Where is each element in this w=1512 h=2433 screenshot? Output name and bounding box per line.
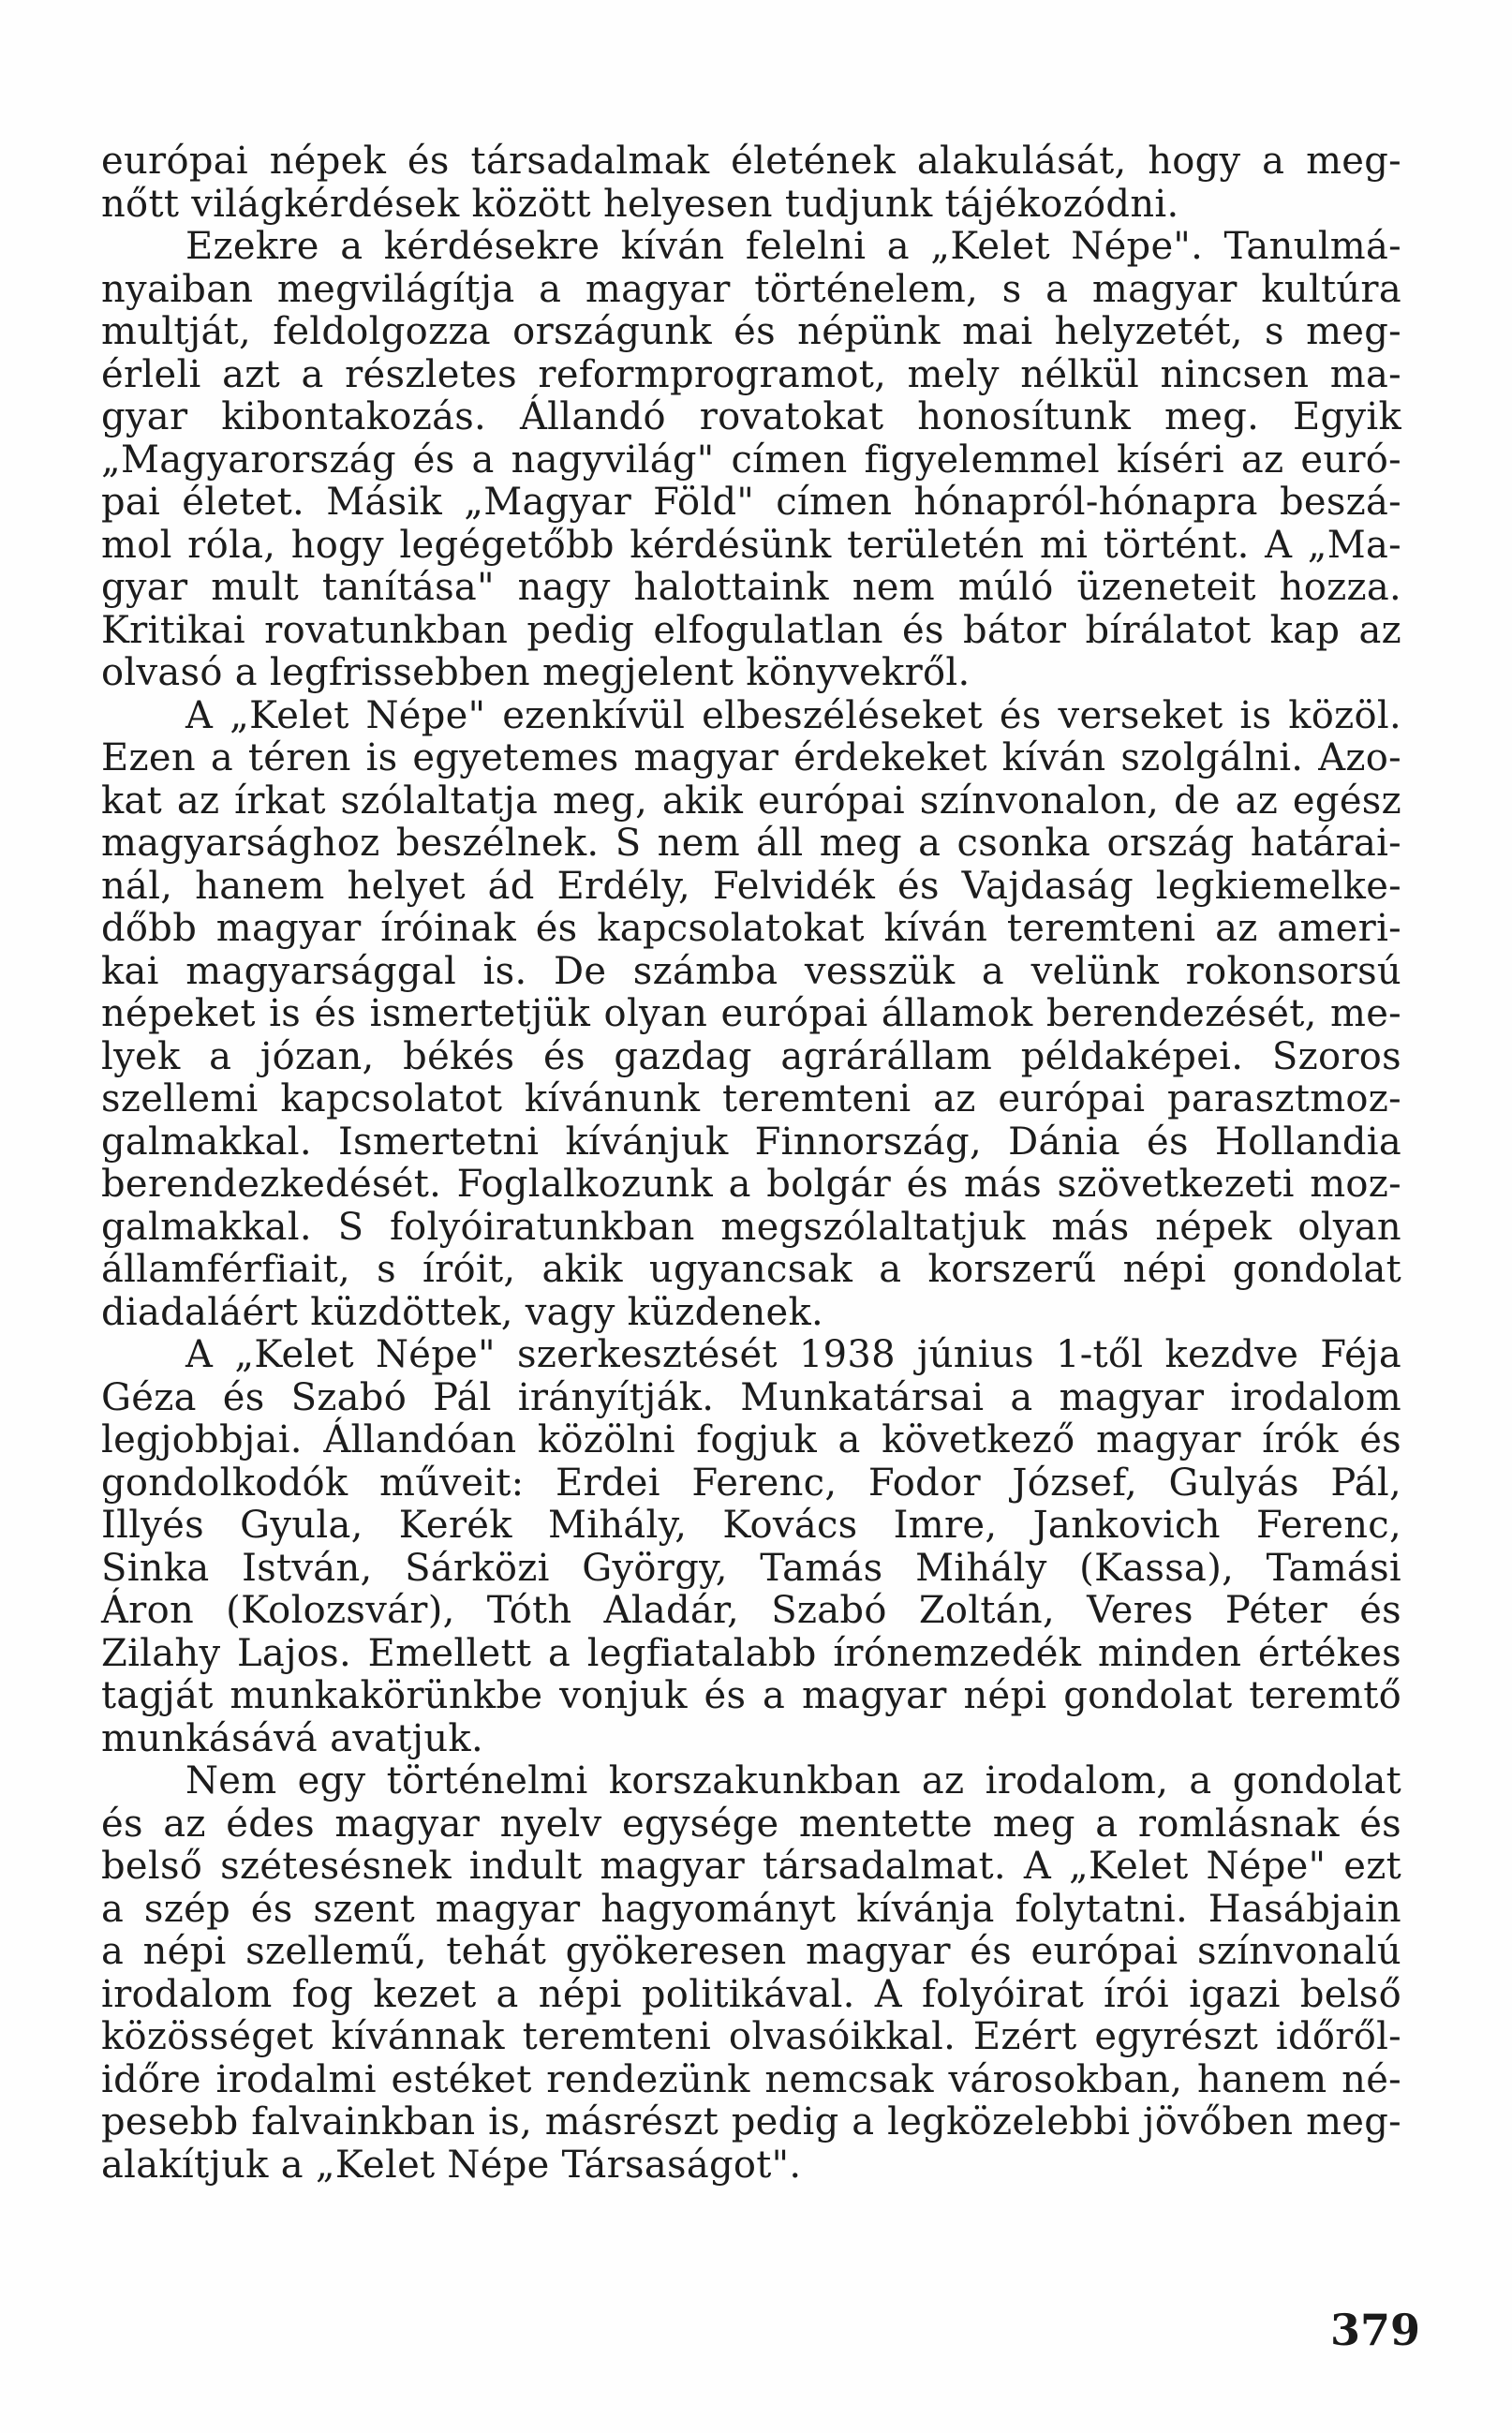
text-line: mol róla, hogy legégetőbb kérdésünk területén mi történt. A „Ma- [101,523,1401,567]
text-line: „Magyarország és a nagyvilág" címen figyelemmel kíséri az euró- [101,438,1401,482]
text-line: gyar mult tanítása" nagy halottaink nem múló üzeneteit hozza. [101,566,1401,609]
page-number: 379 [1330,2305,1421,2355]
text-line: nál, hanem helyet ád Erdély, Felvidék és Vajdaság legkiemelke- [101,864,1401,908]
text-line: gyar kibontakozás. Állandó rovatokat honosítunk meg. Egyik [101,395,1401,438]
text-line: alakítjuk a „Kelet Népe Társaságot". [101,2143,802,2187]
text-line: Áron (Kolozsvár), Tóth Aladár, Szabó Zoltán, Veres Péter és [101,1589,1401,1632]
paragraph-3 [101,695,1401,1335]
text-line: Kritikai rovatunkban pedig elfogulatlan és bátor bírálatot kap az [101,608,1401,652]
text-line: a népi szellemű, tehát gyökeresen magyar és európai színvonalú [101,1930,1401,1973]
text-line: galmakkal. Ismertetni kívánjuk Finnország, Dánia és Hollandia [101,1120,1401,1164]
text-line: nőtt világkérdések között helyesen tudjunk tájékozódni. [101,182,1179,226]
text-line: nyaiban megvilágítja a magyar történelem, s a magyar kultúra [101,267,1401,311]
text-line: Sinka István, Sárközi György, Tamás Mihály (Kassa), Tamási [101,1546,1401,1590]
text-line: galmakkal. S folyóiratunkban megszólaltatjuk más népek olyan [101,1205,1401,1249]
page-body [101,141,1401,2187]
text-line: pesebb falvainkban is, másrészt pedig a legközelebbi jövőben meg- [101,2100,1401,2144]
text-line: Géza és Szabó Pál irányítják. Munkatársai a magyar irodalom [101,1375,1401,1419]
text-line: A „Kelet Népe" szerkesztését 1938 június 1-től kezdve Féja [185,1333,1401,1376]
text-line: közösséget kívánnak teremteni olvasóikkal. Ezért egyrészt időről- [101,2015,1401,2058]
text-line: lyek a józan, békés és gazdag agrárállam példaképei. Szoros [101,1034,1401,1078]
text-line: belső szétesésnek indult magyar társadalmat. A „Kelet Népe" ezt [101,1845,1401,1888]
text-line: gondolkodók műveit: Erdei Ferenc, Fodor József, Gulyás Pál, [101,1461,1401,1505]
text-line: Illyés Gyula, Kerék Mihály, Kovács Imre, Jankovich Ferenc, [101,1504,1401,1547]
text-line: szellemi kapcsolatot kívánunk teremteni az európai parasztmoz- [101,1077,1401,1120]
text-line: kat az írkat szólaltatja meg, akik európai színvonalon, de az egész [101,779,1401,823]
text-line: dőbb magyar íróinak és kapcsolatokat kíván teremteni az ameri- [101,907,1401,950]
text-line: érleli azt a részletes reformprogramot, mely nélkül nincsen ma- [101,352,1401,396]
paragraph-2 [101,226,1401,695]
text-line: Zilahy Lajos. Emellett a legfiatalabb írónemzedék minden értékes [101,1631,1401,1675]
text-line: olvasó a legfrissebben megjelent könyvekről. [101,651,971,694]
text-line: A „Kelet Népe" ezenkívül elbeszéléseket és verseket is közöl. [185,693,1401,737]
text-line: Nem egy történelmi korszakunkban az irodalom, a gondolat [185,1759,1401,1802]
text-line: multját, feldolgozza országunk és népünk mai helyzetét, s meg- [101,310,1401,353]
paragraph-5 [101,1760,1401,2187]
text-line: legjobbjai. Állandóan közölni fogjuk a következő magyar írók és [101,1418,1401,1461]
text-line: diadaláért küzdöttek, vagy küzdenek. [101,1290,824,1334]
text-line: Ezen a téren is egyetemes magyar érdekeket kíván szolgálni. Azo- [101,736,1401,779]
text-line: berendezkedését. Foglalkozunk a bolgár és más szövetkezeti moz- [101,1163,1401,1206]
text-line: európai népek és társadalmak életének alakulását, hogy a meg- [101,140,1401,183]
text-line: magyarsághoz beszélnek. S nem áll meg a csonka ország határai- [101,822,1401,865]
text-line: a szép és szent magyar hagyományt kívánja folytatni. Hasábjain [101,1887,1401,1931]
text-line: és az édes magyar nyelv egysége mentette meg a romlásnak és [101,1802,1401,1846]
text-line: tagját munkakörünkbe vonjuk és a magyar népi gondolat teremtő [101,1674,1401,1717]
text-column [101,141,1401,2187]
text-line: kai magyarsággal is. De számba vesszük a velünk rokonsorsú [101,949,1401,993]
text-line: munkásává avatjuk. [101,1716,483,1760]
text-line: pai életet. Másik „Magyar Föld" címen hónapról-hónapra beszá- [101,481,1401,524]
text-line: irodalom fog kezet a népi politikával. A folyóirat írói igazi belső [101,1972,1401,2016]
text-line: népeket is és ismertetjük olyan európai államok berendezését, me- [101,992,1401,1035]
text-line: államférfiait, s íróit, akik ugyancsak a korszerű népi gondolat [101,1248,1401,1291]
text-line: időre irodalmi estéket rendezünk nemcsak városokban, hanem né- [101,2057,1401,2101]
paragraph-4 [101,1334,1401,1760]
text-line: Ezekre a kérdésekre kíván felelni a „Kelet Népe". Tanulmá- [185,225,1401,268]
paragraph-1 [101,141,1401,226]
